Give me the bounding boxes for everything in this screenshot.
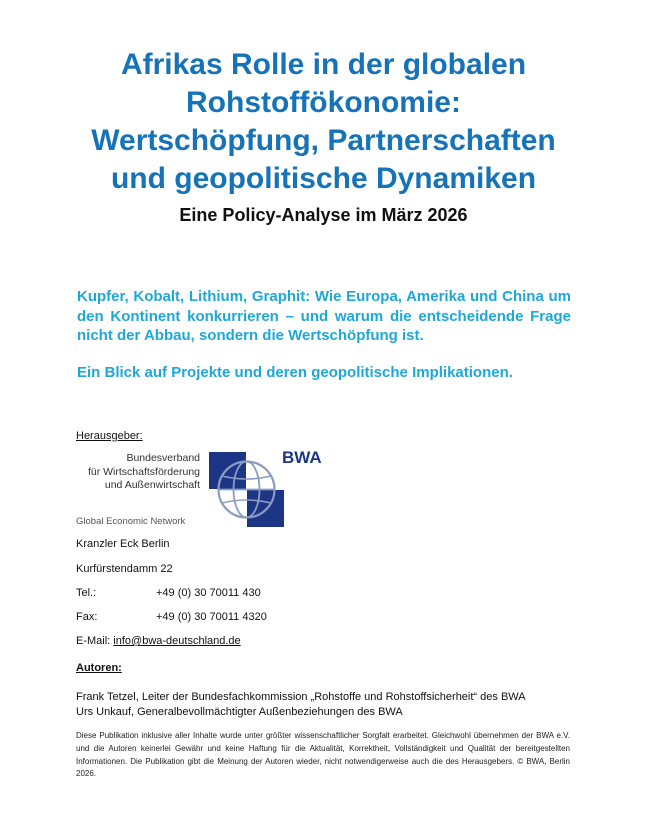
org-line: Bundesverband	[126, 452, 200, 464]
fax-label: Fax:	[76, 611, 98, 623]
lead-text	[77, 287, 571, 382]
document-title	[40, 46, 607, 198]
logo-wordmark: BWA	[282, 448, 322, 467]
tel-label: Tel.:	[76, 587, 97, 599]
author-line: Frank Tetzel, Leiter der Bundesfachkommission „Rohstoffe und Rohstoffsicherheit“ des BWA	[76, 691, 526, 703]
email-row	[76, 635, 241, 647]
email-label: E-Mail:	[76, 635, 111, 647]
email-link[interactable]: info@bwa-deutschland.de	[113, 635, 241, 647]
lead-paragraph	[77, 287, 571, 346]
fax-value: +49 (0) 30 70011 4320	[156, 611, 267, 623]
org-line: und Außenwirtschaft	[104, 479, 200, 491]
title-line: Rohstoffökonomie:	[186, 86, 461, 119]
title-line: Afrikas Rolle in der globalen	[120, 48, 527, 81]
lead-line: den Kontinent konkurrieren – und warum die entscheidende Frage	[77, 307, 571, 325]
title-line: Wertschöpfung, Partnerschaften	[91, 124, 556, 157]
fax-row	[76, 611, 267, 623]
authors-label: Autoren:	[76, 662, 122, 674]
document-subtitle: Eine Policy-Analyse im März 2026	[179, 205, 468, 225]
address-line-2: Kurfürstendamm 22	[76, 563, 173, 575]
title-line: und geopolitische Dynamiken	[110, 162, 537, 195]
author-line: Urs Unkauf, Generalbevollmächtigter Außenbeziehungen des BWA	[76, 706, 403, 718]
lead-paragraph-second: Ein Blick auf Projekte und deren geopolitische Implikationen.	[77, 363, 513, 381]
bwa-logo-icon	[209, 452, 284, 527]
authors-list	[76, 690, 526, 720]
lead-line: nicht der Abbau, sondern die Wertschöpfung ist.	[77, 327, 424, 344]
tel-value: +49 (0) 30 70011 430	[156, 587, 261, 599]
publisher-label: Herausgeber:	[76, 430, 143, 442]
lead-line: Kupfer, Kobalt, Lithium, Graphit: Wie Europa, Amerika und China um	[77, 288, 571, 305]
publisher-org-name	[76, 452, 200, 493]
address-line-1: Kranzler Eck Berlin	[76, 538, 170, 550]
disclaimer-text: Diese Publikation inklusive aller Inhalte wurde unter größter wissenschaftlicher Sorgfalt erarbeitet. Gleichwohl übernehmen der BWA e.V. und die Autoren keinerlei Gewähr und keine Haftung für die Aktualität, Korrektheit, Vollständigkeit und Qualität der bereitgestellten Informationen. Die Publikation gibt die Meinung der Autoren wieder, nicht notwendigerweise auch die des Herausgebers. © BWA, Berlin 2026.	[76, 731, 570, 779]
org-line: für Wirtschaftsförderung	[87, 465, 200, 478]
tel-row	[76, 587, 261, 599]
publisher-network: Global Economic Network	[76, 516, 186, 527]
